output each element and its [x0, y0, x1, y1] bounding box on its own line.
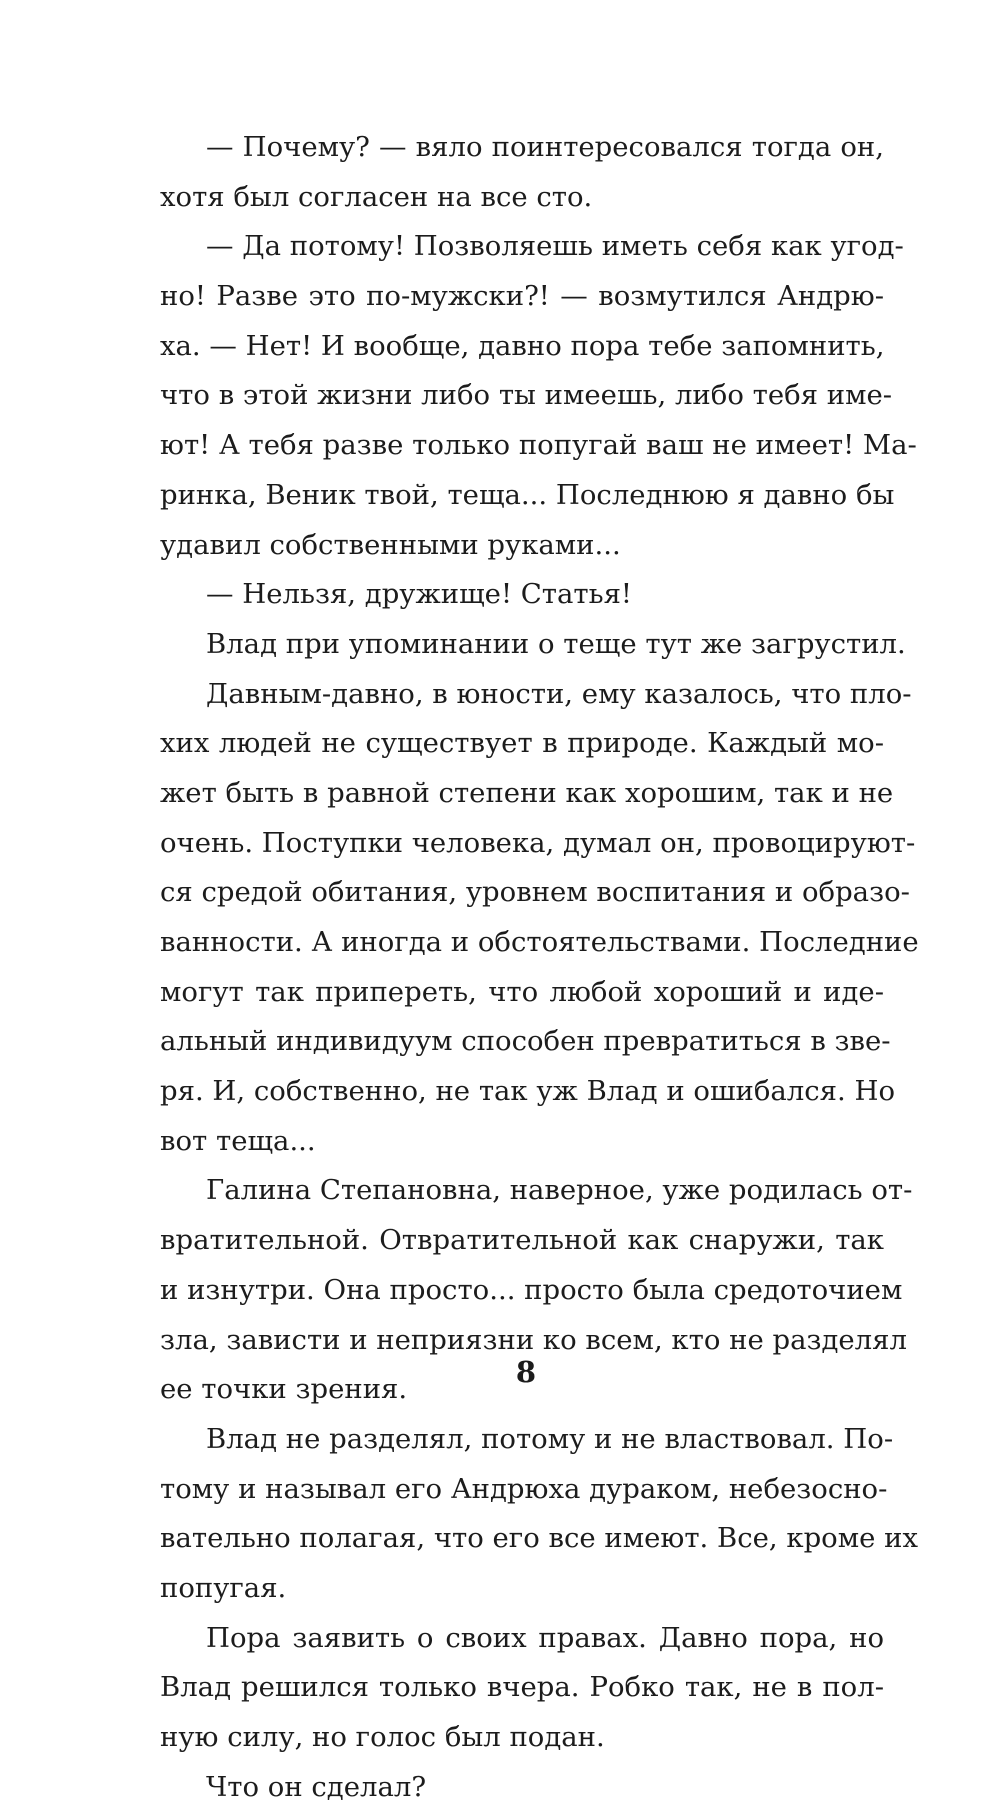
text-line: ха. — Нет! И вообще, давно пора тебе запомнить, [160, 329, 885, 362]
text-line: Влад не разделял, потому и не властвовал. По- [206, 1422, 894, 1455]
text-line: Влад решился только вчера. Робко так, не в пол- [160, 1671, 884, 1704]
text-line: альный индивидуум способен превратиться в зве- [160, 1025, 891, 1058]
text-line: ее точки зрения. [160, 1373, 408, 1406]
text-line: что в этой жизни либо ты имеешь, либо тебя име- [160, 379, 893, 412]
text-line: могут так припереть, что любой хороший и иде- [160, 975, 884, 1008]
text-line: Что он сделал? [206, 1770, 427, 1803]
text-line: ся средой обитания, уровнем воспитания и образо- [160, 876, 910, 909]
text-line: ринка, Веник твой, теща... Последнюю я давно бы [160, 478, 895, 511]
text-line: ванности. А иногда и обстоятельствами. Последние [160, 926, 919, 958]
text-line: Давным-давно, в юности, ему казалось, что пло- [206, 677, 912, 710]
text-line: хотя был согласен на все сто. [160, 180, 593, 213]
text-line: но! Разве это по-мужски?! — возмутился Андрю- [160, 280, 884, 313]
page-number: 8 [515, 1355, 537, 1389]
text-line: ную силу, но голос был подан. [160, 1721, 605, 1753]
text-line: — Почему? — вяло поинтересовался тогда он, [206, 131, 884, 163]
text-line: вот теща... [160, 1124, 316, 1157]
text-line: жет быть в равной степени как хорошим, так и не [160, 776, 894, 809]
text-line: — Да потому! Позволяешь иметь себя как угод- [206, 230, 904, 263]
text-line: попугая. [160, 1571, 287, 1604]
text-line: вратительной. Отвратительной как снаружи, так [160, 1224, 884, 1257]
text-line: и изнутри. Она просто... просто была средоточием [160, 1273, 903, 1306]
text-line: Галина Степановна, наверное, уже родилась от- [206, 1174, 913, 1207]
text-line: ря. И, собственно, не так уж Влад и ошибался. Но [160, 1075, 896, 1108]
text-line: Влад при упоминании о теще тут же загрустил. [206, 627, 906, 660]
text-line: зла, зависти и неприязни ко всем, кто не разделял [160, 1323, 907, 1356]
text-line: очень. Поступки человека, думал он, провоцируют- [160, 826, 916, 859]
text-line: вательно полагая, что его все имеют. Все, кроме их [160, 1522, 918, 1555]
body-text [160, 123, 919, 1812]
text-line: хих людей не существует в природе. Каждый мо- [160, 727, 884, 760]
text-line: Пора заявить о своих правах. Давно пора, но [206, 1621, 884, 1654]
text-line: — Нельзя, дружище! Статья! [206, 578, 632, 611]
text-line: тому и называл его Андрюха дураком, небезосно- [160, 1472, 888, 1505]
text-line: ют! А тебя разве только попугай ваш не имеет! Ма- [160, 429, 917, 462]
text-line: удавил собственными руками... [160, 528, 621, 561]
